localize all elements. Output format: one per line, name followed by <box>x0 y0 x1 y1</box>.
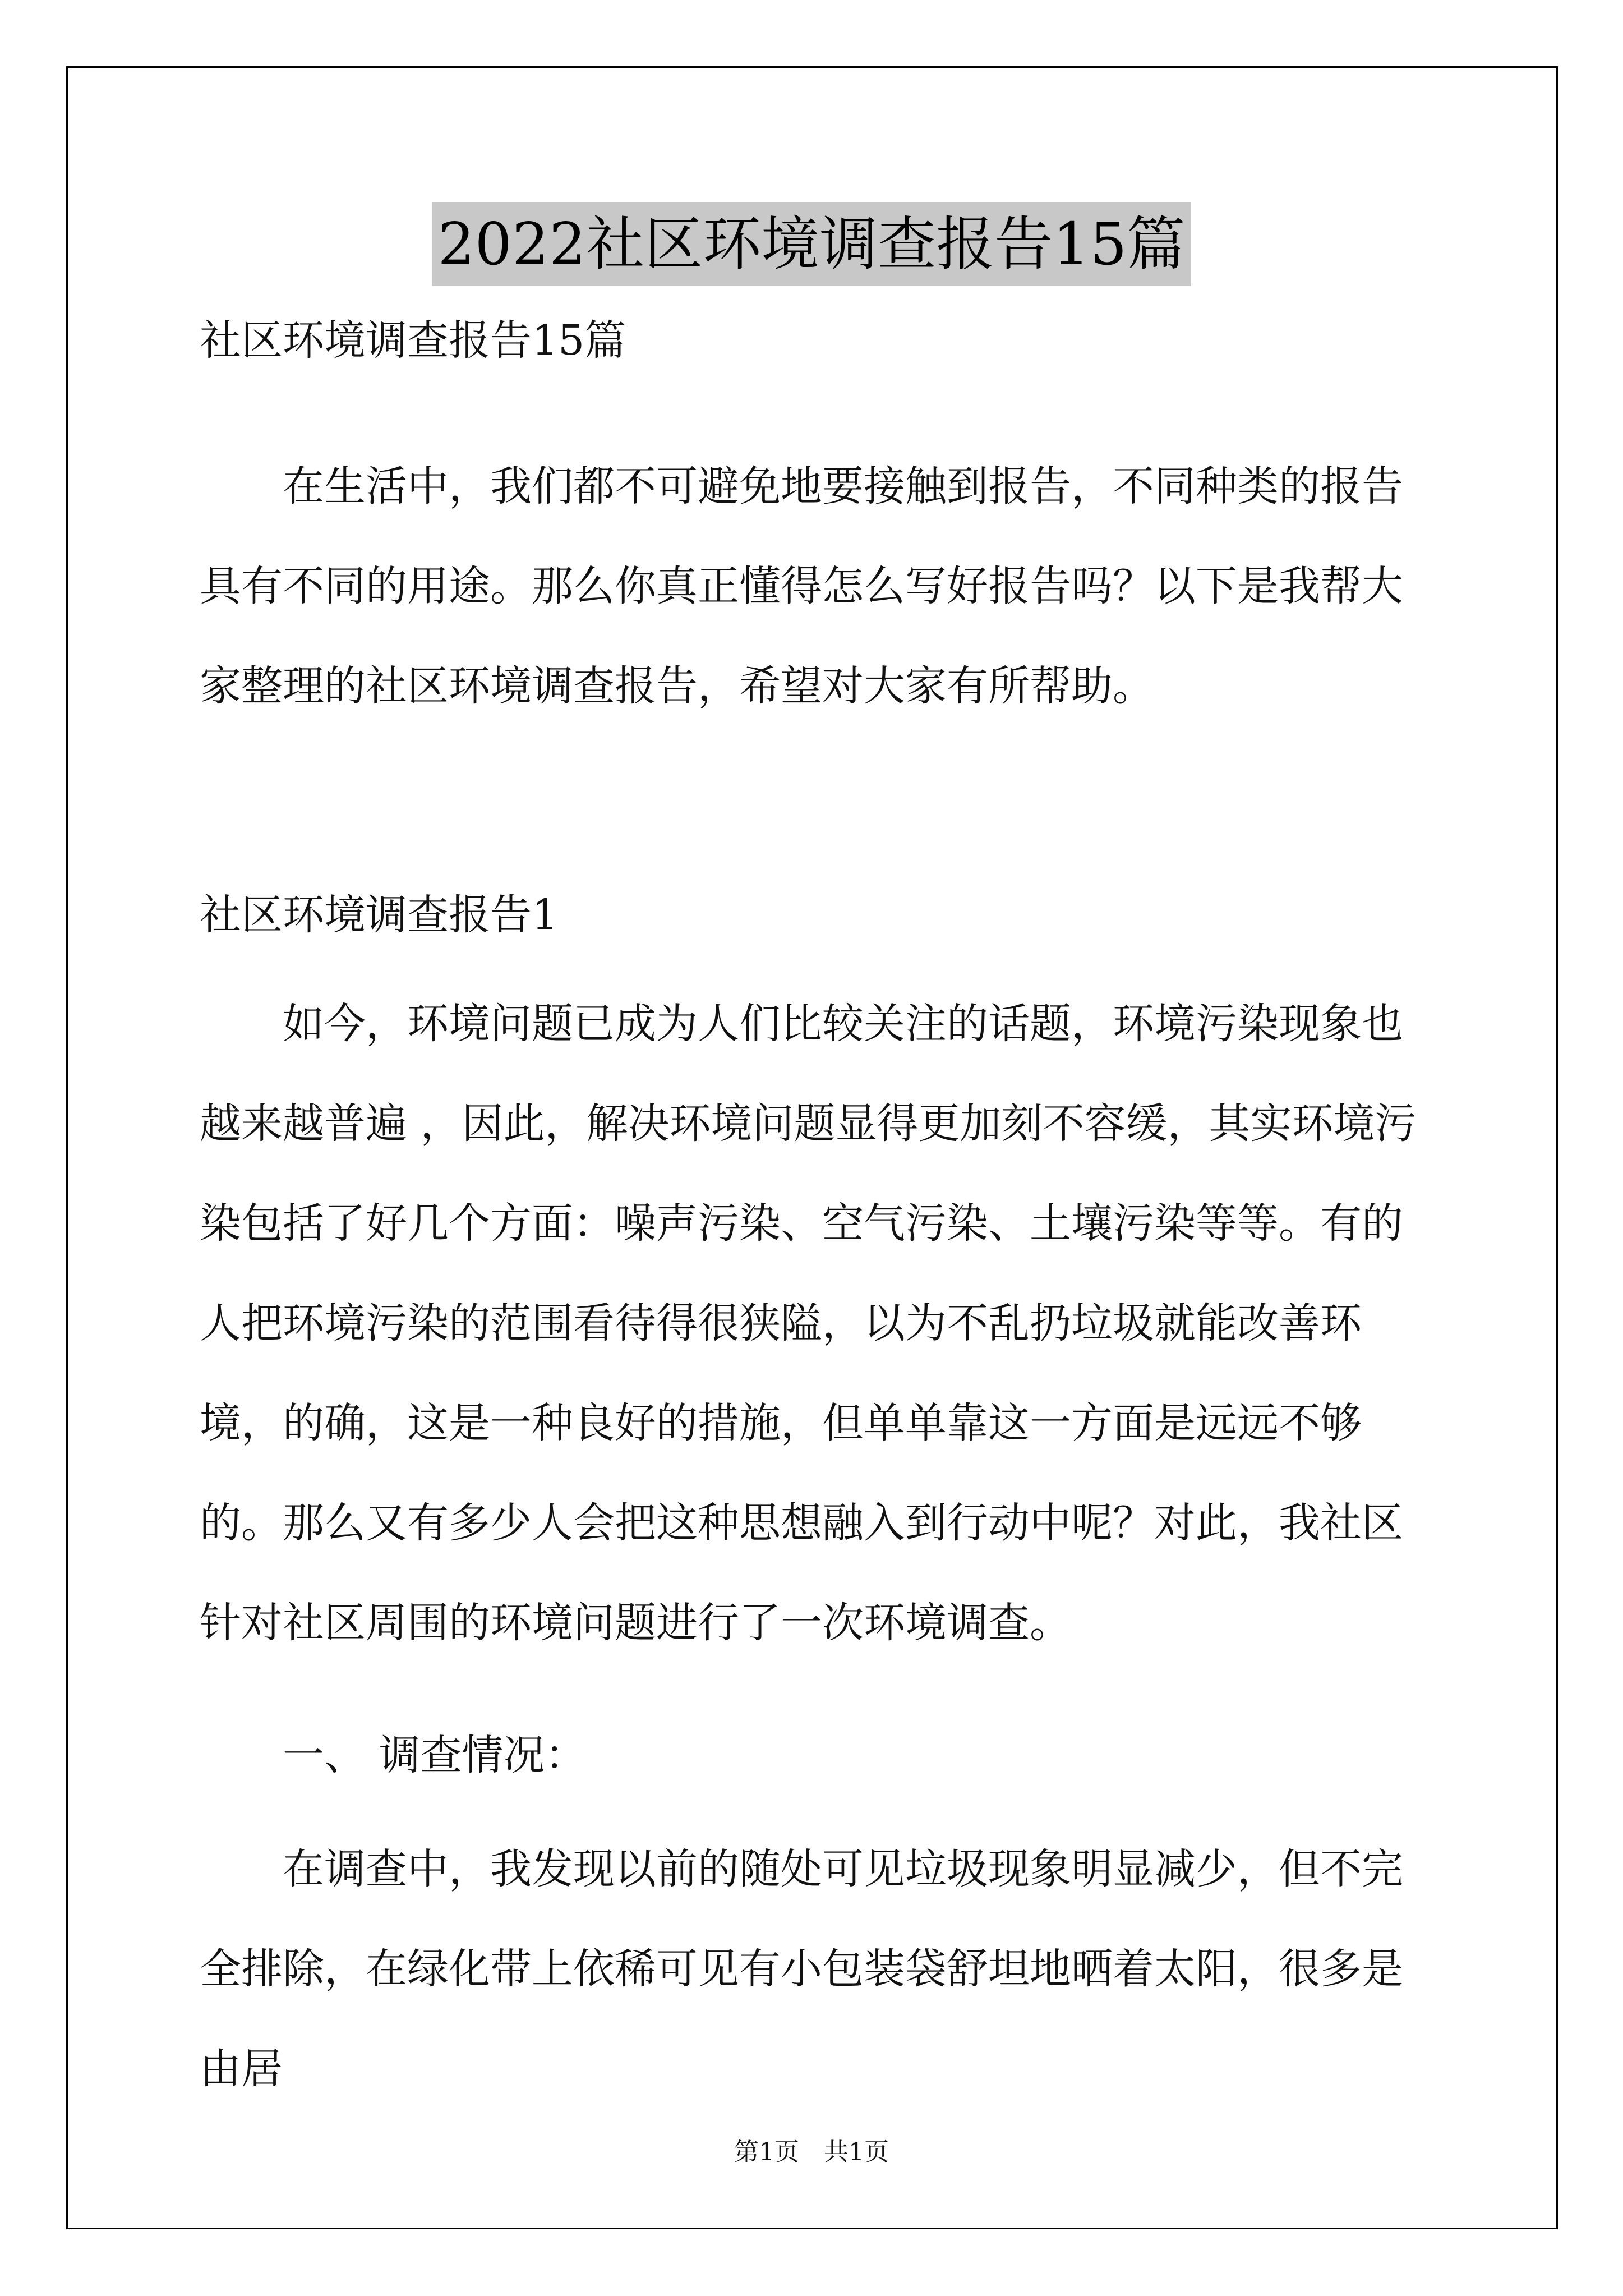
body-paragraph: 如今，环境问题已成为人们比较关注的话题，环境污染现象也越来越普遍 ，因此，解决环境问题显得更加刻不容缓，其实环境污染包括了好几个方面：噪声污染、空气污染、土壤污染等等。有的人把环境污染的范围看待得很狭隘，以为不乱扔垃圾就能改善环境，的确，这是一种良好的措施，但单单靠这一方面是远远不够的。那么又有多少人会把这种思想融入到行动中呢？对此，我社区针对社区周围的环境问题进行了一次环境调查。 <box>200 1000 1417 1647</box>
document-title: 2022社区环境调查报告15篇 <box>432 202 1191 286</box>
subheading: 一、 调查情况： <box>283 1731 587 1779</box>
page-footer <box>0 2132 1623 2168</box>
page-total: 共1页 <box>824 2138 889 2166</box>
section-heading: 社区环境调查报告1 <box>200 891 559 939</box>
page-number: 第1页 <box>734 2138 799 2166</box>
intro-paragraph: 在生活中，我们都不可避免地要接触到报告，不同种类的报告具有不同的用途。那么你真正懂得怎么写好报告吗？以下是我帮大家整理的社区环境调查报告，希望对大家有所帮助。 <box>200 462 1403 710</box>
document-subtitle: 社区环境调查报告15篇 <box>200 316 626 365</box>
body-paragraph-2: 在调查中，我发现以前的随处可见垃圾现象明显减少，但不完全排除，在绿化带上依稀可见有小包装袋舒坦地晒着太阳，很多是由居 <box>200 1845 1403 2093</box>
document-title-block <box>0 202 1623 286</box>
